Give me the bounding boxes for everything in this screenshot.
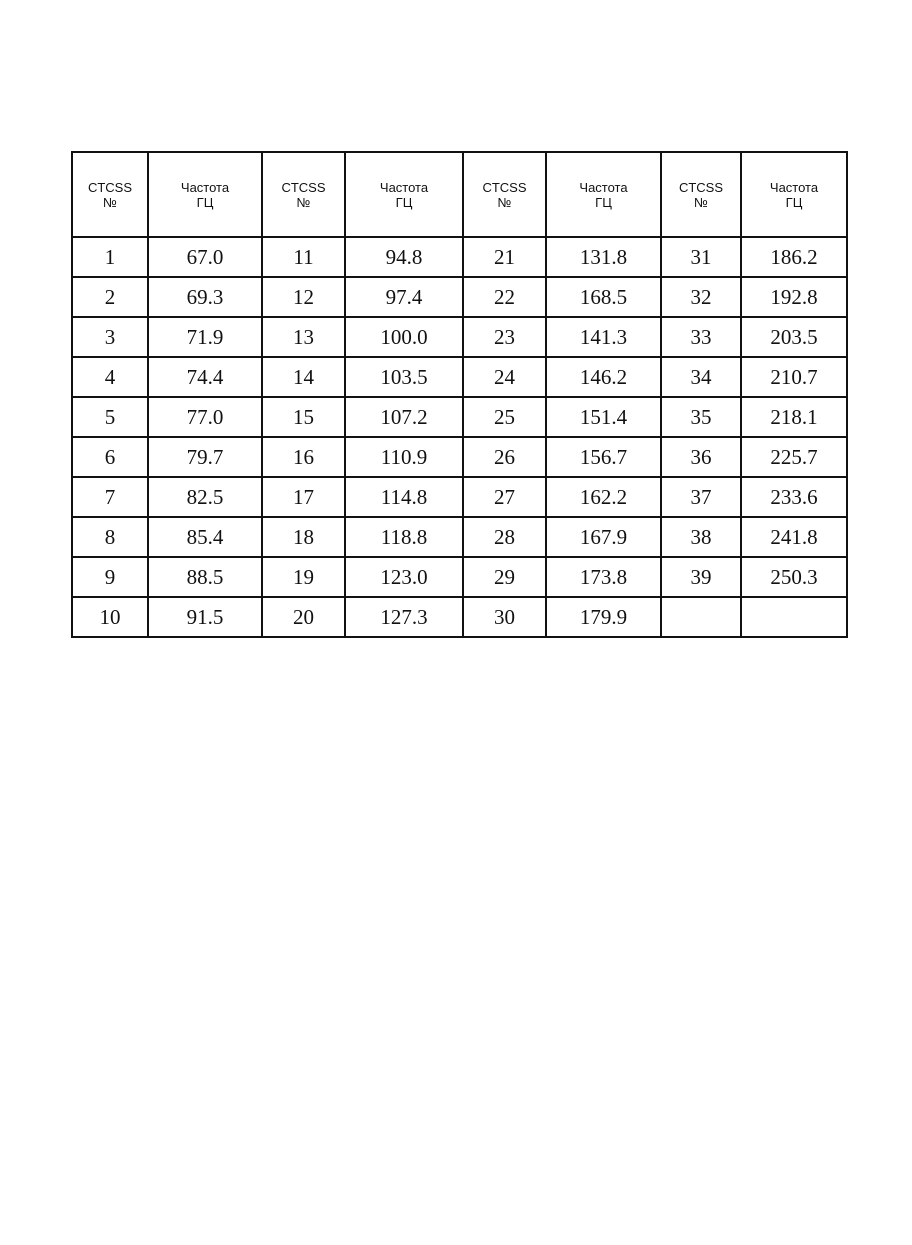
frequency-cell: 203.5: [741, 317, 847, 357]
ctcss-number-cell: 10: [72, 597, 148, 637]
header-frequency: [345, 152, 463, 237]
ctcss-number-cell: 28: [463, 517, 546, 557]
frequency-cell: 167.9: [546, 517, 661, 557]
ctcss-number-cell: 20: [262, 597, 345, 637]
header-line-2: №: [694, 194, 708, 210]
table-row: [72, 597, 847, 637]
ctcss-number-cell: 16: [262, 437, 345, 477]
frequency-cell: 241.8: [741, 517, 847, 557]
ctcss-number-cell: 17: [262, 477, 345, 517]
header-row: [72, 152, 847, 237]
frequency-cell: 110.9: [345, 437, 463, 477]
header-line-1: Частота: [769, 179, 819, 195]
ctcss-number-cell: 37: [661, 477, 741, 517]
ctcss-number-cell: 13: [262, 317, 345, 357]
table-row: [72, 397, 847, 437]
frequency-cell: 168.5: [546, 277, 661, 317]
ctcss-number-cell: 15: [262, 397, 345, 437]
table-row: [72, 437, 847, 477]
ctcss-number-cell: 12: [262, 277, 345, 317]
ctcss-frequency-table: [71, 151, 848, 638]
frequency-cell: 88.5: [148, 557, 262, 597]
header-line-2: ГЦ: [395, 194, 413, 210]
ctcss-number-cell: 19: [262, 557, 345, 597]
frequency-cell: 233.6: [741, 477, 847, 517]
ctcss-number-cell: 7: [72, 477, 148, 517]
frequency-cell: 69.3: [148, 277, 262, 317]
ctcss-number-cell: 1: [72, 237, 148, 277]
frequency-cell: 67.0: [148, 237, 262, 277]
ctcss-number-cell: 25: [463, 397, 546, 437]
header-line-2: №: [497, 194, 512, 210]
header-line-2: ГЦ: [196, 194, 214, 210]
header-line-2: ГЦ: [595, 194, 612, 210]
ctcss-number-cell: 6: [72, 437, 148, 477]
header-line-2: №: [296, 194, 311, 210]
frequency-cell: 74.4: [148, 357, 262, 397]
header-ctcss-number: [72, 152, 148, 237]
frequency-cell: 71.9: [148, 317, 262, 357]
header-line-1: CTCSS: [281, 179, 326, 195]
frequency-cell: 103.5: [345, 357, 463, 397]
frequency-cell: 162.2: [546, 477, 661, 517]
frequency-cell: 218.1: [741, 397, 847, 437]
header-line-1: CTCSS: [678, 179, 724, 195]
frequency-cell: 210.7: [741, 357, 847, 397]
frequency-cell: 77.0: [148, 397, 262, 437]
frequency-cell: 97.4: [345, 277, 463, 317]
ctcss-number-cell: 34: [661, 357, 741, 397]
ctcss-number-cell: 27: [463, 477, 546, 517]
table-row: [72, 557, 847, 597]
table-row: [72, 477, 847, 517]
header-frequency: [741, 152, 847, 237]
frequency-cell: 141.3: [546, 317, 661, 357]
ctcss-number-cell: 30: [463, 597, 546, 637]
ctcss-number-cell: 33: [661, 317, 741, 357]
ctcss-number-cell: 4: [72, 357, 148, 397]
frequency-cell: 85.4: [148, 517, 262, 557]
ctcss-number-cell: 31: [661, 237, 741, 277]
frequency-cell: 156.7: [546, 437, 661, 477]
ctcss-number-cell: 38: [661, 517, 741, 557]
header-line-2: №: [103, 194, 117, 210]
header-line-1: Частота: [379, 179, 429, 195]
frequency-cell: 186.2: [741, 237, 847, 277]
ctcss-number-cell: 23: [463, 317, 546, 357]
empty-cell: [741, 597, 847, 637]
ctcss-number-cell: 18: [262, 517, 345, 557]
frequency-cell: 173.8: [546, 557, 661, 597]
header-ctcss-number: [661, 152, 741, 237]
header-line-1: CTCSS: [482, 179, 527, 195]
ctcss-number-cell: 21: [463, 237, 546, 277]
ctcss-number-cell: 11: [262, 237, 345, 277]
empty-cell: [661, 597, 741, 637]
table-row: [72, 277, 847, 317]
frequency-cell: 118.8: [345, 517, 463, 557]
ctcss-number-cell: 32: [661, 277, 741, 317]
header-ctcss-number: [463, 152, 546, 237]
ctcss-number-cell: 9: [72, 557, 148, 597]
frequency-cell: 94.8: [345, 237, 463, 277]
ctcss-number-cell: 36: [661, 437, 741, 477]
header-line-1: CTCSS: [87, 179, 133, 195]
frequency-cell: 91.5: [148, 597, 262, 637]
frequency-cell: 100.0: [345, 317, 463, 357]
ctcss-number-cell: 24: [463, 357, 546, 397]
ctcss-number-cell: 22: [463, 277, 546, 317]
frequency-cell: 146.2: [546, 357, 661, 397]
frequency-cell: 82.5: [148, 477, 262, 517]
ctcss-number-cell: 35: [661, 397, 741, 437]
table-row: [72, 317, 847, 357]
frequency-cell: 225.7: [741, 437, 847, 477]
ctcss-number-cell: 5: [72, 397, 148, 437]
ctcss-number-cell: 39: [661, 557, 741, 597]
table-row: [72, 517, 847, 557]
header-line-2: ГЦ: [785, 194, 803, 210]
header-ctcss-number: [262, 152, 345, 237]
frequency-cell: 114.8: [345, 477, 463, 517]
table-row: [72, 357, 847, 397]
frequency-cell: 151.4: [546, 397, 661, 437]
frequency-cell: 131.8: [546, 237, 661, 277]
ctcss-number-cell: 14: [262, 357, 345, 397]
frequency-cell: 192.8: [741, 277, 847, 317]
header-line-1: Частота: [180, 179, 230, 195]
header-frequency: [148, 152, 262, 237]
frequency-cell: 107.2: [345, 397, 463, 437]
ctcss-number-cell: 8: [72, 517, 148, 557]
ctcss-number-cell: 29: [463, 557, 546, 597]
table-body: [72, 237, 847, 637]
frequency-cell: 127.3: [345, 597, 463, 637]
header-frequency: [546, 152, 661, 237]
ctcss-number-cell: 3: [72, 317, 148, 357]
frequency-cell: 179.9: [546, 597, 661, 637]
table-header: [72, 152, 847, 237]
ctcss-number-cell: 26: [463, 437, 546, 477]
ctcss-number-cell: 2: [72, 277, 148, 317]
table-row: [72, 237, 847, 277]
frequency-cell: 123.0: [345, 557, 463, 597]
header-line-1: Частота: [579, 179, 628, 195]
frequency-cell: 79.7: [148, 437, 262, 477]
frequency-cell: 250.3: [741, 557, 847, 597]
